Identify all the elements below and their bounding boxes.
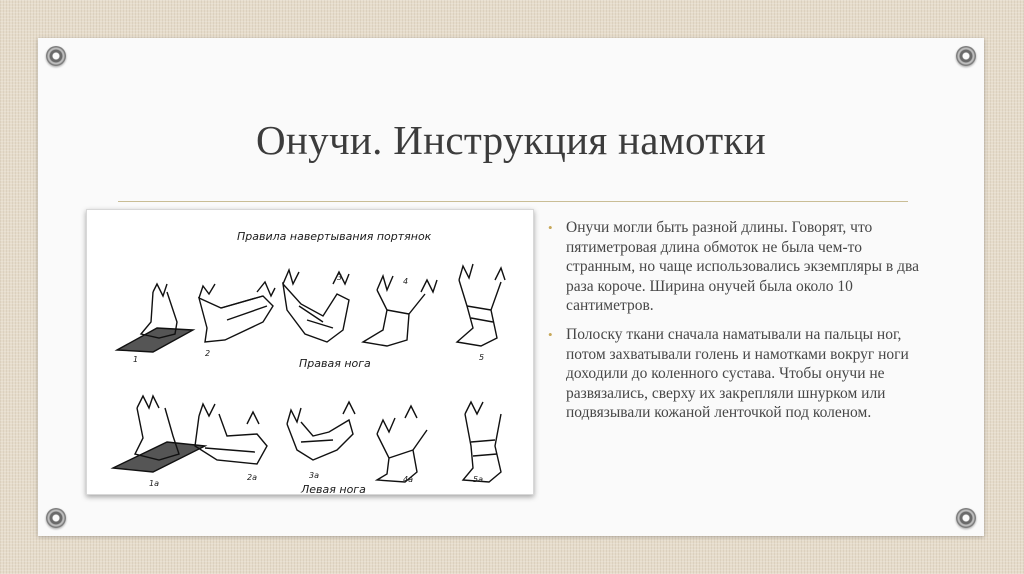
step-1-illustration [117, 284, 193, 352]
step-3a-illustration [287, 402, 355, 460]
footwrap-drawing [87, 210, 533, 494]
slide-title: Онучи. Инструкция намотки [256, 117, 766, 163]
step-number-1a: 1a [149, 479, 159, 488]
step-4-illustration [363, 276, 437, 346]
step-number-1: 1 [133, 355, 139, 364]
step-1a-illustration [113, 396, 205, 472]
pin-icon [956, 508, 976, 528]
step-2a-illustration [195, 404, 267, 464]
step-number-2a: 2a [247, 473, 257, 482]
pin-icon [956, 46, 976, 66]
step-number-2: 2 [205, 349, 211, 358]
left-foot-steps [113, 396, 501, 482]
step-5-illustration [457, 264, 505, 346]
row-1-numbers [133, 273, 484, 364]
bullet-icon: • [548, 220, 553, 235]
slide [38, 38, 984, 536]
figure-caption-bottom: Левая нога [301, 483, 366, 494]
step-number-3: 3 [337, 273, 343, 282]
step-number-5: 5 [479, 353, 485, 362]
figure-caption-middle: Правая нога [299, 357, 371, 370]
footwrap-instruction-figure [86, 209, 534, 495]
bullet-text: Полоску ткани сначала наматывали на пальцы ног, потом захватывали голень и намотками вокруг ноги доходили до коленного сустава. Чтобы онучи не развязались, сверху их закрепляли шнурком или подвязывали кожаной ленточкой под коленом. [566, 325, 909, 422]
title-divider [118, 201, 908, 202]
figure-caption-top: Правила навертывания портянок [237, 230, 432, 243]
step-5a-illustration [463, 402, 501, 482]
bullet-list [548, 218, 928, 432]
step-4a-illustration [377, 406, 427, 482]
step-2-illustration [199, 282, 275, 342]
bullet-item [548, 325, 928, 423]
step-number-3a: 3a [309, 471, 319, 480]
pin-icon [46, 46, 66, 66]
step-number-5a: 5a [473, 475, 483, 484]
right-foot-steps [117, 264, 505, 352]
step-number-4a: 4a [403, 475, 413, 484]
step-number-4: 4 [403, 277, 409, 286]
pin-icon [46, 508, 66, 528]
bullet-icon: • [548, 326, 553, 342]
bullet-text: Онучи могли быть разной длины. Говорят, что пятиметровая длина обмоток не была чем-то странным, но чаще использовались экземпляры в два раза короче. Ширина онучей была около 10 сантиметров. [566, 219, 919, 315]
bullet-item [548, 218, 928, 316]
